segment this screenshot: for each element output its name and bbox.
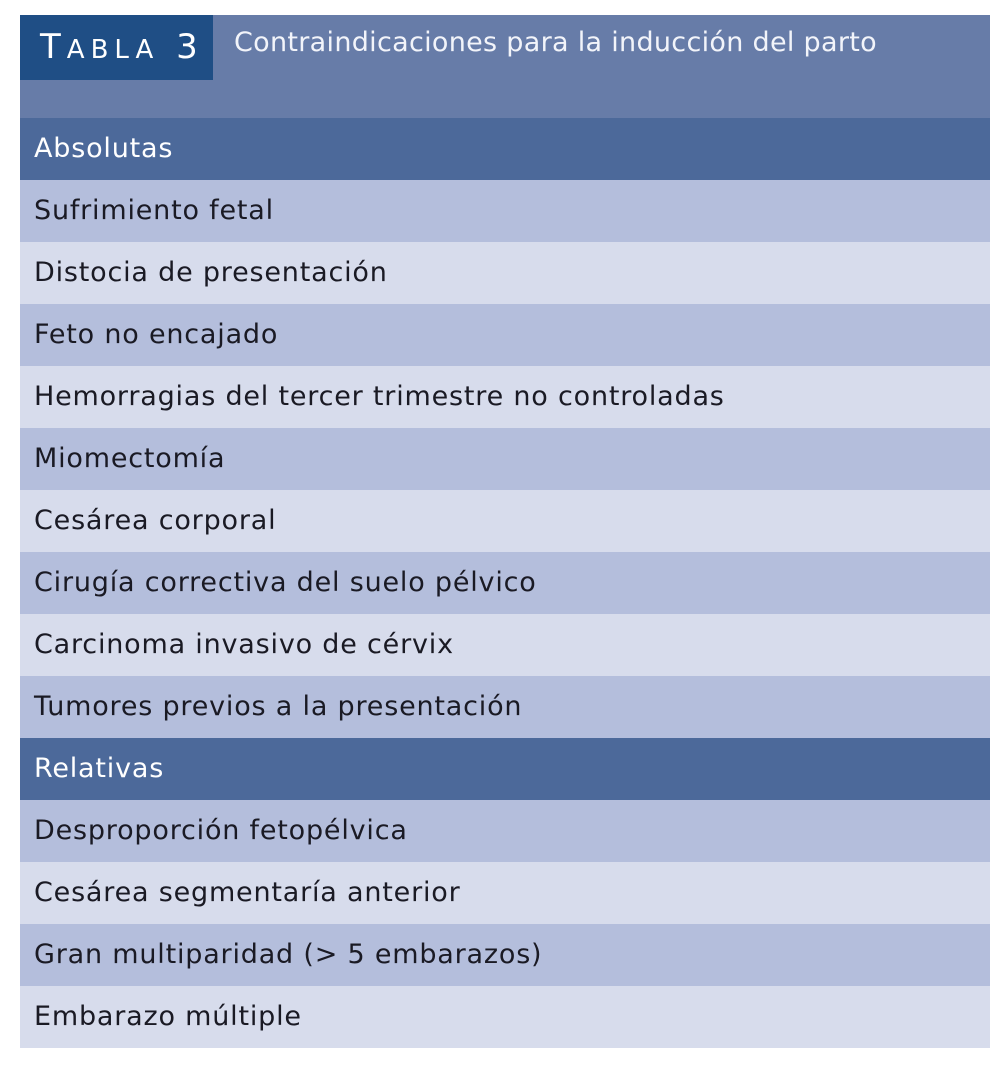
table-row: Carcinoma invasivo de cérvix (20, 614, 990, 676)
table-row: Desproporción fetopélvica (20, 800, 990, 862)
section-header-relativas: Relativas (20, 738, 990, 800)
table-row: Cirugía correctiva del suelo pélvico (20, 552, 990, 614)
table-row: Feto no encajado (20, 304, 990, 366)
table-row: Gran multiparidad (> 5 embarazos) (20, 924, 990, 986)
label-number: 3 (176, 27, 204, 67)
table-row: Miomectomía (20, 428, 990, 490)
label-rest: ABLA (66, 35, 160, 65)
label-initial: T (40, 27, 67, 67)
table-number-label (20, 15, 213, 80)
table-title: Contraindicaciones para la inducción del parto (234, 27, 877, 58)
table-row: Distocia de presentación (20, 242, 990, 304)
table-row: Sufrimiento fetal (20, 180, 990, 242)
section-header-absolutas: Absolutas (20, 118, 990, 180)
table-row: Tumores previos a la presentación (20, 676, 990, 738)
table-header (20, 15, 990, 118)
contraindications-table (20, 15, 990, 1048)
table-row: Cesárea segmentaría anterior (20, 862, 990, 924)
table-row: Embarazo múltiple (20, 986, 990, 1048)
table-row: Hemorragias del tercer trimestre no controladas (20, 366, 990, 428)
table-row: Cesárea corporal (20, 490, 990, 552)
